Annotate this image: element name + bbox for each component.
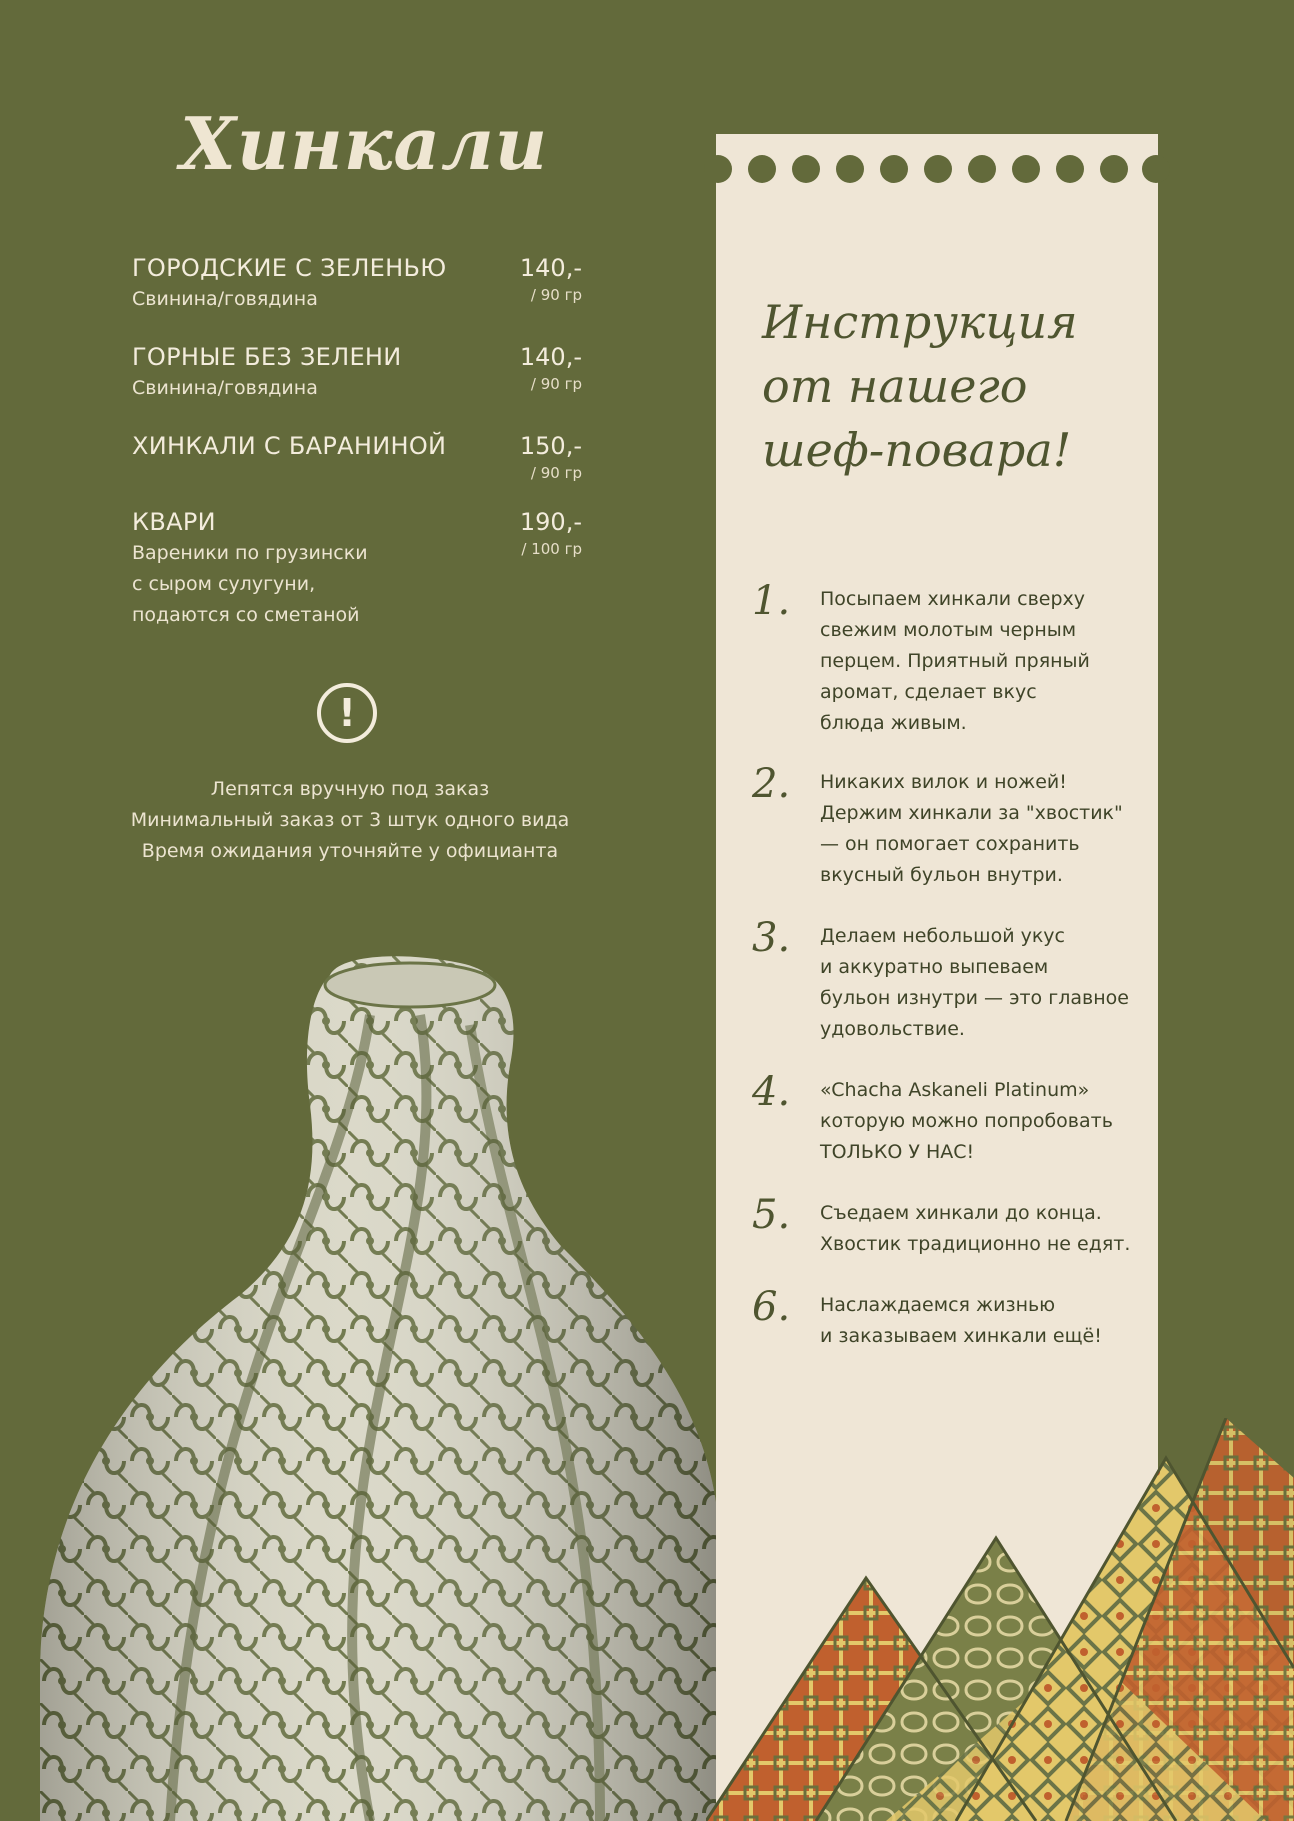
perforation-hole bbox=[968, 155, 996, 183]
item-price: 140,- bbox=[519, 343, 582, 371]
item-price: 140,- bbox=[519, 254, 582, 282]
step-number: 2. bbox=[752, 761, 791, 807]
menu-item bbox=[132, 506, 582, 631]
perforation-hole bbox=[1012, 155, 1040, 183]
item-name: ГОРНЫЕ БЕЗ ЗЕЛЕНИ bbox=[132, 343, 402, 371]
item-weight: / 100 гр bbox=[521, 540, 582, 558]
item-name: ГОРОДСКИЕ С ЗЕЛЕНЬЮ bbox=[132, 254, 447, 282]
perforation-hole bbox=[836, 155, 864, 183]
step-text: Посыпаем хинкали сверху свежим молотым черным перцем. Приятный пряный аромат, сделает вкус блюда живым. bbox=[820, 588, 1090, 734]
item-name: КВАРИ bbox=[132, 508, 216, 536]
instruction-title: Инструкция от нашего шеф-повара! bbox=[762, 295, 1078, 477]
step-text: Делаем небольшой укус и аккуратно выпеваем бульон изнутри — это главное удовольствие. bbox=[820, 925, 1129, 1040]
ornament-pattern bbox=[706, 1418, 1294, 1821]
note-line: Время ожидания уточняйте у официанта bbox=[141, 840, 559, 862]
menu-item bbox=[132, 430, 582, 482]
exclamation-icon: ! bbox=[317, 683, 377, 743]
item-weight: / 90 гр bbox=[530, 464, 582, 482]
step-number: 6. bbox=[752, 1284, 791, 1330]
item-weight: / 90 гр bbox=[530, 286, 582, 304]
step-number: 1. bbox=[752, 578, 791, 624]
perforation-hole bbox=[1142, 155, 1170, 183]
perforation-hole bbox=[1100, 155, 1128, 183]
item-description: Свинина/говядина bbox=[132, 288, 318, 310]
menu-item bbox=[132, 341, 582, 404]
menu-item bbox=[132, 252, 582, 315]
perforation-hole bbox=[792, 155, 820, 183]
perforation-hole bbox=[704, 155, 732, 183]
step-text: Никаких вилок и ножей! Держим хинкали за "хвостик" — он помогает сохранить вкусный бульон внутри. bbox=[820, 771, 1123, 886]
item-description: Свинина/говядина bbox=[132, 377, 318, 399]
perforation-hole bbox=[1056, 155, 1084, 183]
step-text: «Chacha Askaneli Platinum» которую можно попробовать ТОЛЬКО У НАС! bbox=[820, 1079, 1113, 1163]
item-description: Вареники по грузински с сыром сулугуни, подаются со сметаной bbox=[132, 542, 368, 626]
item-name: ХИНКАЛИ С БАРАНИНОЙ bbox=[132, 432, 447, 460]
menu-list bbox=[132, 252, 582, 657]
step-number: 3. bbox=[752, 915, 791, 961]
note-line: Лепятся вручную под заказ bbox=[210, 778, 490, 800]
perforation bbox=[704, 155, 1170, 185]
order-notes bbox=[110, 774, 590, 867]
step-text: Наслаждаемся жизнью и заказываем хинкали ещё! bbox=[820, 1294, 1102, 1347]
note-line: Минимальный заказ от 3 штук одного вида bbox=[130, 809, 570, 831]
item-weight: / 90 гр bbox=[530, 375, 582, 393]
perforation-hole bbox=[924, 155, 952, 183]
step-text: Съедаем хинкали до конца. Хвостик традиционно не едят. bbox=[820, 1202, 1131, 1255]
item-price: 150,- bbox=[519, 432, 582, 460]
perforation-hole bbox=[880, 155, 908, 183]
khinkali-illustration bbox=[40, 955, 720, 1821]
step-number: 4. bbox=[752, 1069, 791, 1115]
item-price: 190,- bbox=[519, 508, 582, 536]
step-number: 5. bbox=[752, 1192, 791, 1238]
page-title: Хинкали bbox=[180, 101, 549, 186]
perforation-hole bbox=[748, 155, 776, 183]
